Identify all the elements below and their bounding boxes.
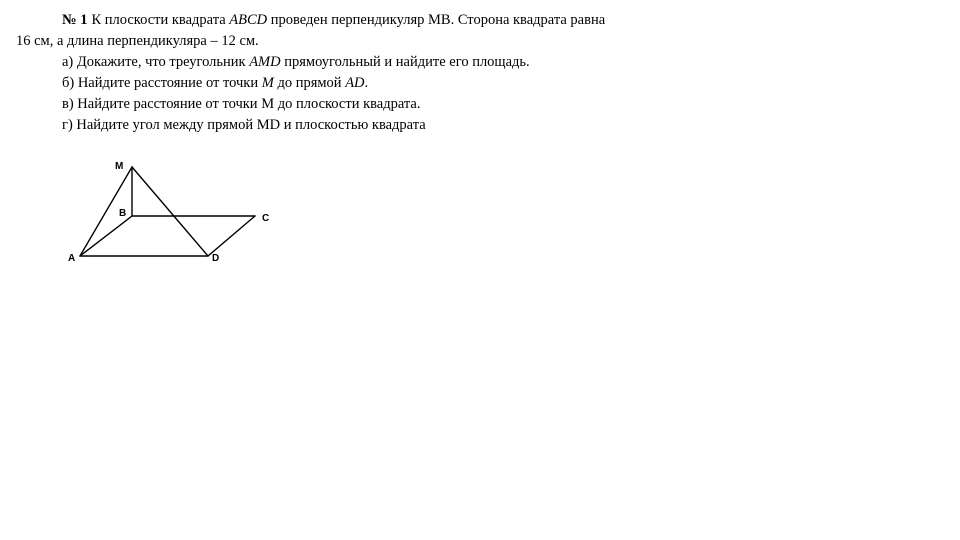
- label-M: M: [115, 161, 124, 172]
- task-a-text-2: прямоугольный и найдите его площадь.: [280, 54, 530, 70]
- segment-MD: [132, 167, 208, 256]
- point-name: M: [261, 75, 274, 91]
- task-b-text-3: .: [364, 75, 369, 91]
- label-A: A: [68, 253, 76, 264]
- intro-text-1: К плоскости квадрата: [91, 12, 230, 28]
- task-b-text-2: до прямой: [273, 75, 346, 91]
- task-a: [16, 52, 716, 73]
- figure-drawing: [62, 150, 292, 270]
- task-d: г) Найдите угол между прямой MD и плоскостью квадрата: [62, 117, 426, 133]
- edge-AB: [80, 216, 132, 256]
- line-name: AD: [345, 75, 365, 91]
- task-b: [16, 73, 716, 94]
- problem-intro-line-2: 16 см, а длина перпендикуляра – 12 см.: [16, 33, 259, 49]
- edge-DC: [208, 216, 255, 256]
- problem-number: № 1: [62, 12, 88, 28]
- geometry-figure: [62, 150, 292, 270]
- task-a-text-1: а) Докажите, что треугольник: [62, 54, 250, 70]
- problem-text: [16, 10, 716, 136]
- problem-intro-line: [16, 10, 716, 31]
- square-name: ABCD: [229, 12, 268, 28]
- label-B: B: [119, 208, 127, 219]
- task-b-text-1: б) Найдите расстояние от точки: [62, 75, 262, 91]
- label-C: C: [262, 213, 270, 224]
- label-D: D: [212, 253, 220, 264]
- triangle-name: AMD: [249, 54, 281, 70]
- task-c: в) Найдите расстояние от точки М до плоскости квадрата.: [62, 96, 421, 112]
- intro-text-2: проведен перпендикуляр МВ. Сторона квадрата равна: [267, 12, 606, 28]
